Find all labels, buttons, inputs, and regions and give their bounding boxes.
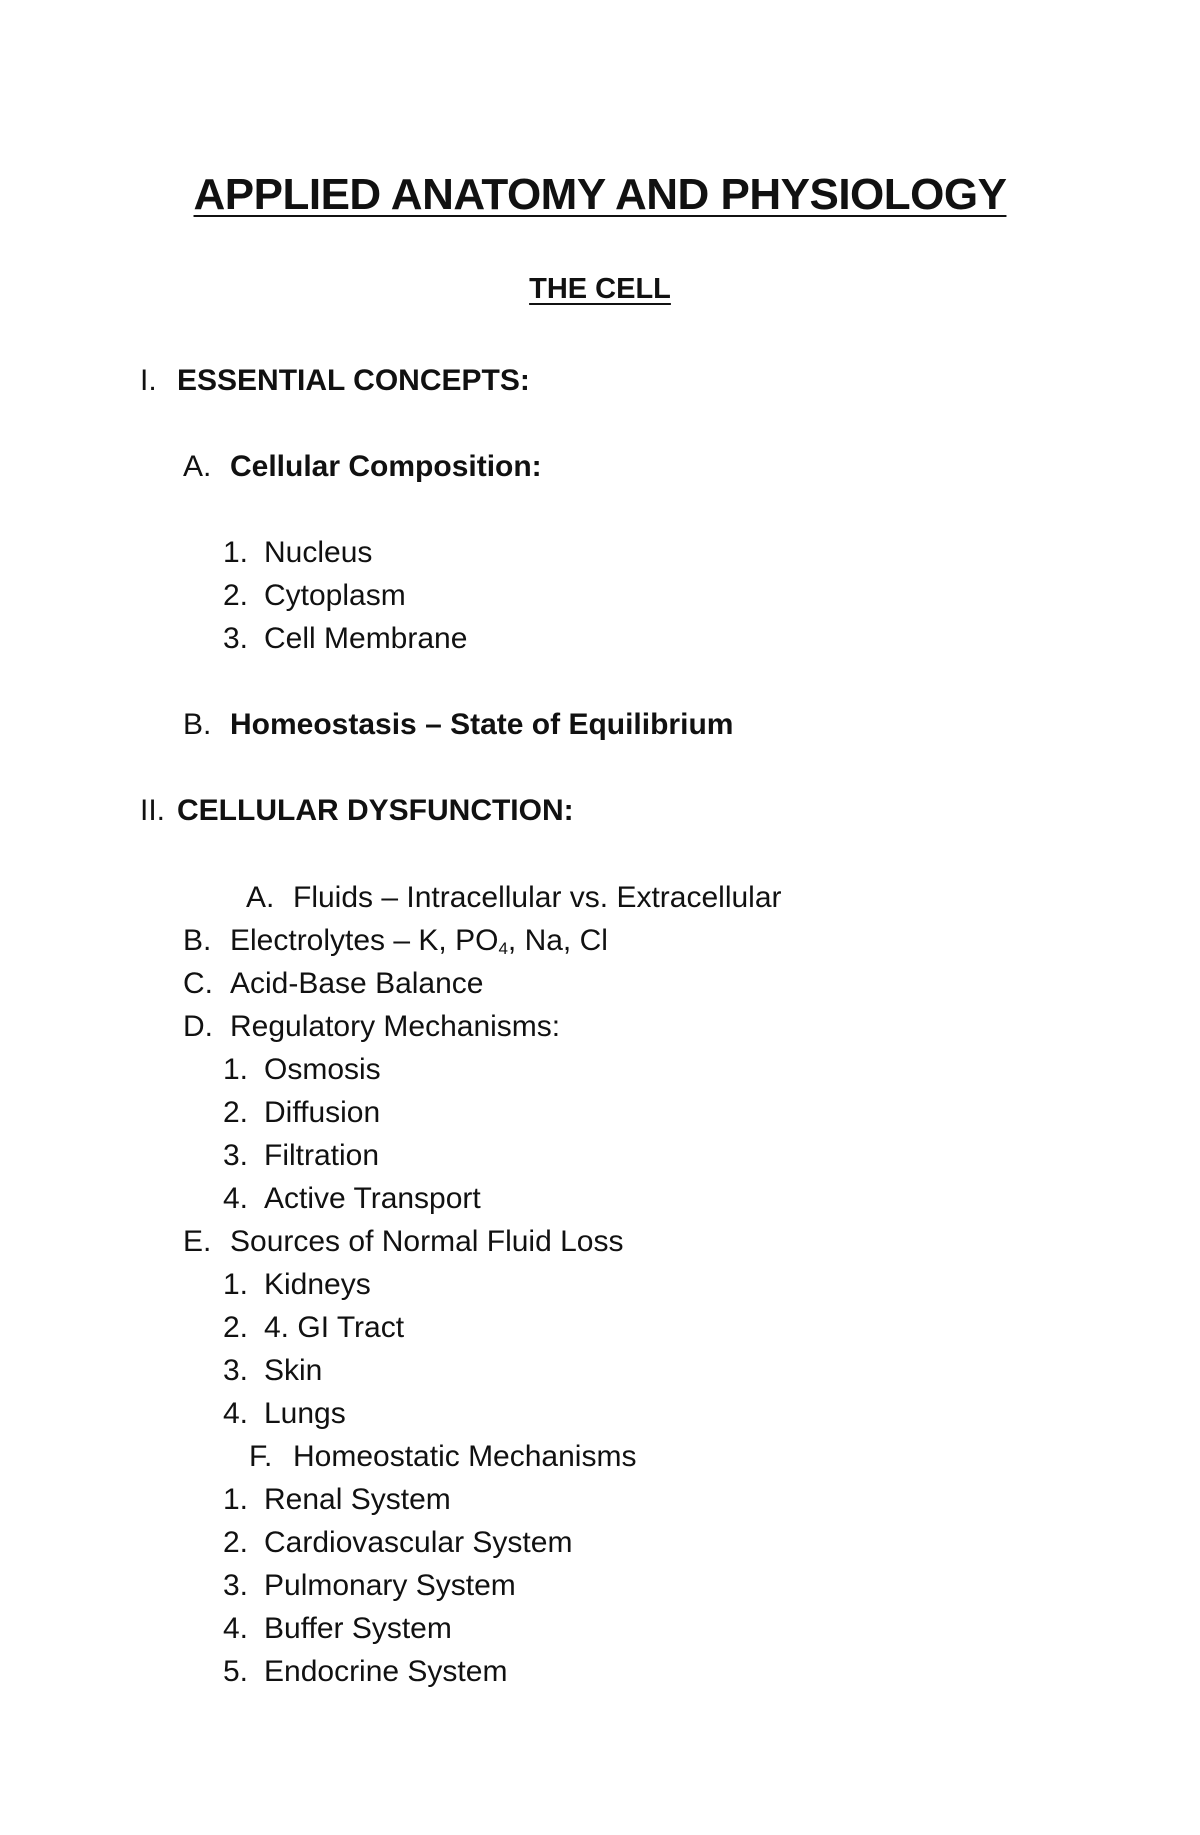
list-item-marker: 1. [223, 1483, 249, 1516]
list-item-marker: 3. [223, 1569, 249, 1602]
list-item [223, 1055, 381, 1085]
list-item-text: Lungs [264, 1397, 346, 1430]
list-item-marker: 2. [223, 1096, 249, 1129]
list-item [223, 1614, 452, 1644]
list-item-text: Renal System [264, 1483, 451, 1516]
list-item [223, 1528, 572, 1558]
subsection-homeostasis [183, 710, 733, 740]
section-heading-cellular-dysfunction [140, 796, 574, 826]
list-item-marker: 1. [223, 1268, 249, 1301]
section-marker: I. [140, 364, 157, 397]
subsection-text: Sources of Normal Fluid Loss [230, 1225, 624, 1258]
subsection-heading-text: Cellular Composition: [230, 450, 542, 483]
subsection-text: Homeostatic Mechanisms [293, 1440, 637, 1473]
list-item-text: Cytoplasm [264, 579, 406, 612]
subsection-regulatory [183, 1012, 560, 1042]
subsection-text: Fluids – Intracellular vs. Extracellular [293, 881, 782, 914]
list-item-marker: 3. [223, 622, 249, 655]
subsection-marker: A. [183, 450, 212, 483]
subsection-text: Electrolytes – K, PO [230, 924, 499, 957]
section-heading-text: CELLULAR DYSFUNCTION: [177, 794, 574, 827]
list-item-marker: 5. [223, 1655, 249, 1688]
list-item-marker: 1. [223, 1053, 249, 1086]
subsection-electrolytes [183, 926, 608, 957]
subsection-marker: C. [183, 967, 213, 1000]
subsection-fluid-loss [183, 1227, 624, 1257]
list-item-text: Endocrine System [264, 1655, 508, 1688]
list-item-marker: 4. [223, 1397, 249, 1430]
list-item-text: Kidneys [264, 1268, 371, 1301]
list-item [223, 1098, 380, 1128]
section-heading-text: ESSENTIAL CONCEPTS: [177, 364, 530, 397]
subsection-marker: D. [183, 1010, 213, 1043]
subsection-cellular-composition [183, 452, 542, 482]
list-item-text: Pulmonary System [264, 1569, 516, 1602]
list-item [223, 581, 406, 611]
list-item [223, 1657, 507, 1687]
list-item-text: Buffer System [264, 1612, 452, 1645]
list-item-text: Diffusion [264, 1096, 381, 1129]
list-item-marker: 2. [223, 579, 249, 612]
list-item-text: 4. GI Tract [264, 1311, 405, 1344]
list-item [223, 624, 467, 654]
subsection-homeostatic-mechanisms [249, 1442, 636, 1472]
list-item [223, 1399, 346, 1429]
subsection-marker: B. [183, 924, 212, 957]
subsection-marker: E. [183, 1225, 212, 1258]
section-heading-essential-concepts [140, 366, 530, 396]
subsection-marker: F. [249, 1440, 273, 1473]
list-item [223, 538, 372, 568]
subsection-text: Regulatory Mechanisms: [230, 1010, 561, 1043]
subsection-marker: B. [183, 708, 212, 741]
list-item [223, 1485, 451, 1515]
subscript-text: 4 [498, 939, 508, 958]
subsection-marker: A. [246, 881, 275, 914]
list-item [223, 1313, 404, 1343]
document-title: APPLIED ANATOMY AND PHYSIOLOGY [193, 170, 1007, 219]
list-item-marker: 2. [223, 1526, 249, 1559]
list-item-marker: 4. [223, 1182, 249, 1215]
list-item [223, 1184, 481, 1214]
list-item-text: Active Transport [264, 1182, 481, 1215]
list-item-text: Cardiovascular System [264, 1526, 573, 1559]
list-item-marker: 1. [223, 536, 249, 569]
subsection-text-after: , Na, Cl [507, 924, 608, 957]
list-item [223, 1356, 322, 1386]
subsection-heading-text: Homeostasis – State of Equilibrium [230, 708, 734, 741]
subsection-fluids [246, 883, 782, 913]
list-item-marker: 3. [223, 1139, 249, 1172]
list-item-marker: 2. [223, 1311, 249, 1344]
list-item-marker: 3. [223, 1354, 249, 1387]
list-item-text: Osmosis [264, 1053, 381, 1086]
list-item-marker: 4. [223, 1612, 249, 1645]
list-item [223, 1270, 371, 1300]
subsection-acid-base [183, 969, 483, 999]
list-item [223, 1571, 516, 1601]
list-item-text: Skin [264, 1354, 323, 1387]
list-item-text: Filtration [264, 1139, 380, 1172]
section-marker: II. [140, 794, 166, 827]
list-item [223, 1141, 379, 1171]
list-item-text: Nucleus [264, 536, 373, 569]
document-subtitle: THE CELL [529, 273, 671, 305]
subsection-text: Acid-Base Balance [230, 967, 484, 1000]
list-item-text: Cell Membrane [264, 622, 468, 655]
